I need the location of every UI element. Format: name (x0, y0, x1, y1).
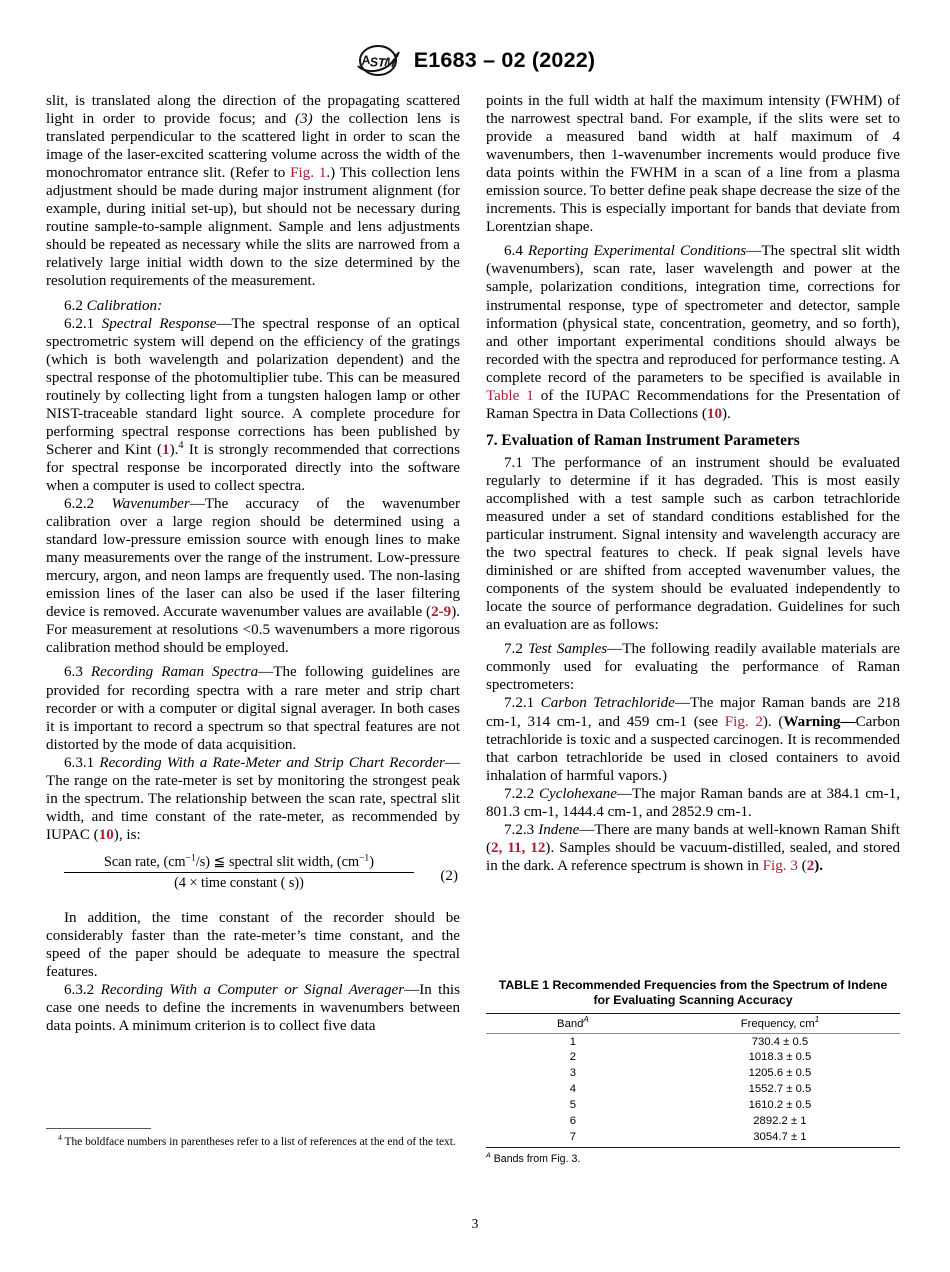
footnote-marker: A (583, 1015, 589, 1025)
clause-number: 6.2.2 (64, 496, 112, 513)
reference-link-2-11-12[interactable]: 2, 11, 12 (491, 839, 546, 856)
reference-link-2-9[interactable]: 2-9 (431, 604, 452, 621)
cell-frequency: 1552.7 ± 0.5 (748, 1083, 812, 1096)
paragraph-6-2-2 (46, 495, 460, 657)
text-run: Bands from Fig. 3. (490, 1153, 581, 1166)
footnote-divider (46, 1128, 151, 1129)
svg-text:T: T (377, 55, 386, 71)
column-header-frequency (660, 1014, 900, 1034)
clause-title: Spectral Response (101, 315, 217, 332)
table-1 (486, 1013, 900, 1148)
text-run: ). For measurement at resolutions <0.5 wavenumbers a more rigorous calibration method should be employed. (46, 604, 460, 657)
clause-number: 6.3.1 (64, 754, 100, 771)
cell-band: 6 (569, 1114, 577, 1127)
clause-number: 6.3 (64, 664, 91, 681)
clause-title: Carbon Tetrachloride (540, 695, 675, 712)
superscript: −1 (359, 852, 370, 864)
astm-logo (355, 44, 401, 77)
table-row (486, 1050, 900, 1066)
clause-number: 7.2.2 (504, 785, 539, 802)
text-run: /s) ≦ spectral slit width, (cm (195, 853, 359, 870)
svg-text:S: S (369, 55, 379, 70)
text-run: —The major Raman bands are at 384.1 cm-1, 801.3 cm-1, 1444.4 cm-1, and 2852.9 cm-1. (486, 785, 900, 820)
equation-fraction (64, 853, 414, 892)
text-run: —The spectral response of an optical spectrometric system will depend on the efficiency of the gratings (which is both wavelength and polarization dependent) and the spectral response of the photomultiplier tube. This can be measured routinely by collecting light from a tungsten halogen lamp or other NIST-traceable standard light source. A complete procedure for performing spectral response corrections has been published by Scherer and Kint ( (46, 315, 460, 458)
text-run: ). ( (762, 713, 784, 730)
paragraph-in-addition (46, 909, 460, 981)
page-header (0, 44, 950, 77)
equation-2 (46, 853, 460, 901)
column-header-band (486, 1014, 660, 1034)
clause-number: 6.2.1 (64, 315, 102, 332)
figure-link-fig3[interactable]: Fig. 3 (762, 857, 798, 874)
cell-frequency: 1610.2 ± 0.5 (748, 1099, 812, 1112)
text-run: ). (169, 441, 179, 458)
text-run: The performance of an instrument should be evaluated regularly to determine if it has degraded. This is most easily accomplished with a test sample such as carbon tetrachloride measured under a set of standard conditions established for the particular instrument. Signal intensity and wavelength accuracy are the two spectral features to check. If peak signal levels have diminished or are shifted from accepted wavenumber values, the components of the system should be evaluated independently to locate the source of performance degradation. Guidelines for such an evaluation are as follows: (486, 454, 900, 634)
clause-number: 6.3.2 (64, 982, 101, 999)
paragraph-7-2-1 (486, 694, 900, 784)
clause-number: 7.2.3 (504, 821, 539, 838)
equation-numerator (64, 853, 414, 873)
text-run: —The following guidelines are provided for recording spectra with a rare meter and strip chart recorder or with a computer or digital signal averager. In both cases it is important to record a spectrum so that spectral features are not distorted by the mode of data acquisition. (46, 664, 461, 753)
text-run: It is strongly recommended that corrections for spectral response be incorporated directly into the software when a computer is used to collect spectra. (46, 441, 460, 494)
paragraph-6-2 (46, 297, 460, 315)
reference-link-1[interactable]: 1 (162, 441, 170, 458)
cell-band: 7 (569, 1130, 577, 1143)
text-run: ( (797, 857, 807, 874)
cell-band: 1 (569, 1035, 577, 1048)
cell-band: 2 (569, 1051, 577, 1064)
paragraph-continuation (46, 92, 460, 291)
column-header-label: Band (557, 1017, 584, 1030)
clause-number: 6.4 (504, 243, 529, 260)
text-run: —In this case one needs to define the increments in wavenumbers between data points. A minimum criterion is to collect five data (46, 982, 460, 1035)
paragraph-6-3-2 (46, 981, 460, 1035)
reference-link-10[interactable]: 10 (706, 405, 722, 422)
reference-link-2[interactable]: 2 (806, 857, 815, 874)
clause-number: 6.2 (64, 297, 87, 314)
table-row (486, 1082, 900, 1098)
footnote-block (46, 1128, 466, 1149)
right-column (486, 92, 900, 875)
text-run: Carbon tetrachloride is toxic and a suspected carcinogen. It is recommended that carbon tetrachloride be used in closed containers to avoid inhalation of harmful vapors.) (486, 713, 900, 784)
svg-text:A: A (359, 52, 372, 68)
paragraph-7-1 (486, 454, 900, 634)
text-run: —The accuracy of the wavenumber calibration over a large region should be determined using a standard low-pressure emission source with enough lines to make many measurements over the range of the instrument. Low-pressure mercury, argon, and neon lamps are frequently used. The non-lasing emission lines of the laser can also be used if the laser filtering device is removed. Accurate wavenumber values are available ( (46, 496, 460, 621)
text-run: of the IUPAC Recommendations for the Presentation of Raman Spectra in Data Collections ( (486, 387, 901, 422)
table-header-row (486, 1014, 900, 1034)
table-head (486, 1014, 900, 1034)
clause-title: Indene (538, 821, 580, 838)
paragraph-6-3 (46, 663, 460, 753)
page-number: 3 (471, 1216, 479, 1231)
text-run: Scan rate, (cm (103, 853, 186, 870)
paragraph-6-2-1 (46, 315, 460, 495)
text-run: —The range on the rate-meter is set by monitoring the strongest peak in the spectrum. The relationship between the scan rate, spectral slit width, and time constant of the rate-meter, as recommended by IUPAC ( (46, 754, 460, 843)
paragraph-7-2 (486, 640, 900, 694)
text-run: slit, is translated along the direction of the propagating scattered light in order to provide focus; and (46, 93, 460, 128)
paragraph-7-2-2 (486, 785, 900, 821)
text-run: ). (814, 857, 824, 874)
svg-text:M: M (383, 54, 396, 71)
clause-title: Reporting Experimental Conditions (528, 243, 747, 260)
table-row (486, 1098, 900, 1114)
paragraph-7-2-3 (486, 821, 900, 875)
reference-link-10[interactable]: 10 (98, 826, 114, 843)
clause-title: Calibration: (86, 297, 163, 314)
clause-title: Recording Raman Spectra (90, 664, 259, 681)
text-run: .) This collection lens adjustment should be made during major instrument alignment (for example, during initial set-up), but should not be necessary during routine sample-to-sample alignment. Sample and lens adjustments should be repeated as necessary while the slits are narrowed from a relatively large initial width down to the size determined by the resolution requirements of the measurement. (46, 165, 460, 290)
text-run: —The spectral slit width (wavenumbers), scan rate, laser wavelength and power at the sample, polarization conditions, integration time, corrections for instrumental response, type of spectrometer and detector, sample information (physical state, concentration, geometry, and so forth), and other important experimental conditions should always be recorded with the spectra and reproduced for performance testing. A complete record of the parameters to be specified is available in (486, 243, 901, 386)
figure-link-fig2[interactable]: Fig. 2 (724, 713, 763, 730)
cell-band: 4 (569, 1083, 577, 1096)
column-header-label: Frequency, cm (740, 1017, 815, 1030)
text-run: The boldface numbers in parentheses refer to a list of references at the end of the text. (61, 1136, 456, 1148)
clause-title: Recording With a Rate-Meter and Strip Chart Recorder (99, 754, 445, 771)
clause-title: Wavenumber (111, 496, 190, 513)
clause-title: Cyclohexane (538, 785, 617, 802)
paragraph-continuation: points in the full width at half the maximum intensity (FWHM) of the narrowest spectral band. For example, if the slits were set to provide a measured band width at half maximum of 4 wavenumbers, then 1-wavenumber increments would produce five data points within the FWHM in a scan of a line from a plasma emission source. To better define peak shape decrease the size of the increments. This is especially important for bands that deviate from Lorentzian shape. (486, 93, 900, 236)
cell-band: 5 (569, 1099, 577, 1112)
clause-number: 7.2 (504, 641, 528, 658)
cell-frequency: 1205.6 ± 0.5 (748, 1067, 812, 1080)
table-row (486, 1034, 900, 1050)
superscript: 1 (814, 1015, 820, 1025)
clause-number: 7.2.1 (504, 695, 541, 712)
table-link-table1[interactable]: Table 1 (486, 387, 534, 404)
footnote-marker: 4 (58, 1133, 62, 1143)
table-row (486, 1130, 900, 1148)
figure-link-fig1[interactable]: Fig. 1 (290, 165, 327, 182)
equation-denominator: (4 × time constant ( s)) (174, 874, 304, 891)
cell-frequency: 1018.3 ± 0.5 (748, 1051, 812, 1064)
superscript: −1 (185, 852, 196, 864)
footnote-4 (46, 1133, 466, 1149)
footnote-marker: A (486, 1150, 491, 1160)
text-run: —The following readily available materials are commonly used for evaluating the performance of Raman spectrometers: (486, 641, 901, 694)
paragraph-6-4 (486, 242, 900, 422)
footnote-marker[interactable]: 4 (178, 439, 184, 451)
table-row (486, 1114, 900, 1130)
standard-designation: E1683 – 02 (2022) (413, 48, 596, 72)
text-run: —There are many bands at well-known Raman Shift ( (486, 821, 900, 856)
equation-number: (2) (440, 867, 458, 884)
text-run: ) (369, 853, 374, 870)
section-heading-7: 7. Evaluation of Raman Instrument Parameters (486, 431, 800, 449)
text-run: ). (722, 405, 731, 422)
text-run: ). Samples should be vacuum-distilled, sealed, and stored in the dark. A reference spectrum is shown in (486, 839, 901, 874)
cell-band: 3 (569, 1067, 577, 1080)
text-run-italic: (3) (295, 111, 313, 128)
clause-title: Test Samples (527, 641, 608, 658)
text-run: the collection lens is translated perpendicular to the scattered light in order to scan the image of the laser-excited scattering volume across the width of the monochromator entrance slit. (Refer to (46, 111, 460, 182)
clause-number: 7.1 (504, 454, 532, 471)
table-footnote (486, 1150, 900, 1166)
table-body (486, 1034, 900, 1148)
cell-frequency: 2892.2 ± 1 (753, 1114, 807, 1127)
table-caption: TABLE 1 Recommended Frequencies from the Spectrum of Indene for Evaluating Scanning Accuracy (498, 978, 888, 1008)
warning-label: Warning— (783, 713, 856, 730)
text-run: In addition, the time constant of the recorder should be considerably faster than the rate-meter’s time constant, and the speed of the paper should be adequate to measure the spectral features. (46, 909, 460, 981)
cell-frequency: 3054.7 ± 1 (753, 1130, 807, 1143)
table-row (486, 1066, 900, 1082)
left-column (46, 92, 460, 1035)
clause-title: Recording With a Computer or Signal Averager (100, 982, 405, 999)
paragraph-6-3-1 (46, 754, 460, 844)
table-1-block (486, 978, 900, 1166)
text-run: —The major Raman bands are 218 cm-1, 314 cm-1, and 459 cm-1 (see (486, 695, 900, 730)
text-run: ), is: (113, 826, 141, 843)
cell-frequency: 730.4 ± 0.5 (751, 1035, 809, 1048)
